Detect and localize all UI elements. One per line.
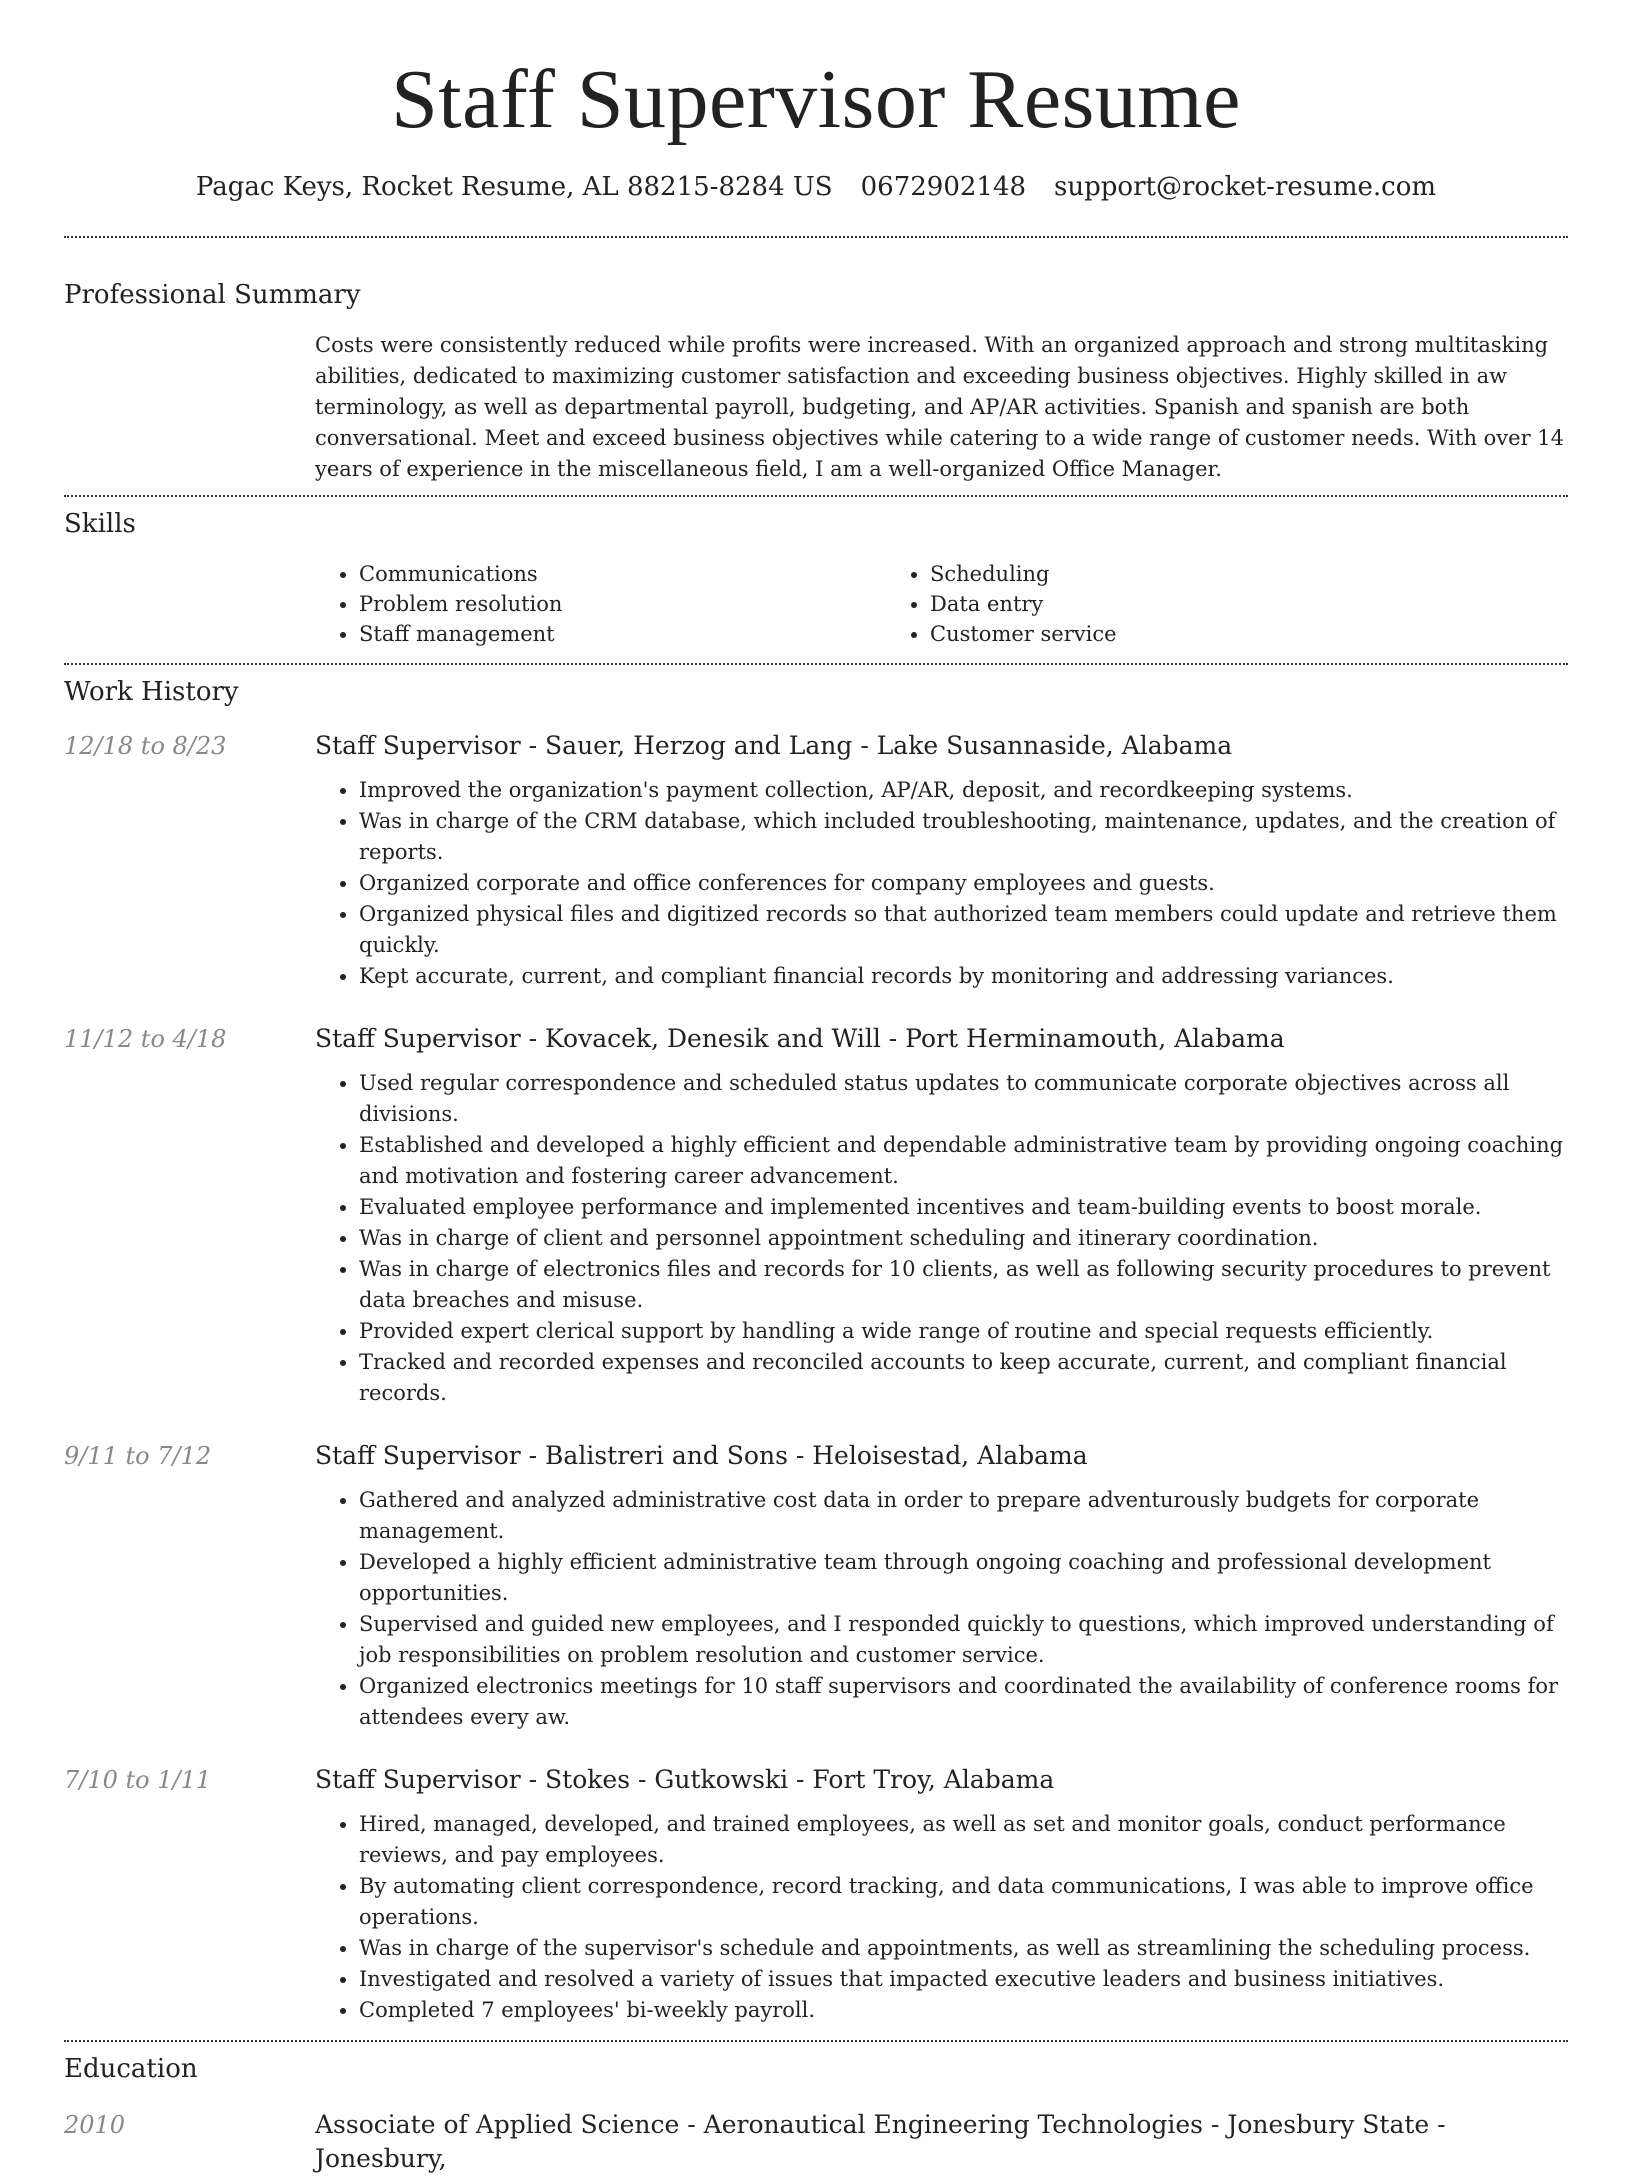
duty-item: • Was in charge of electronics files and records for 10 clients, as well as following security procedures to prevent data breaches and misuse. [359, 1254, 1568, 1316]
duty-item: • Was in charge of the supervisor's schedule and appointments, as well as streamlining the scheduling process. [359, 1933, 1568, 1964]
contact-email: support@rocket-resume.com [1054, 172, 1437, 202]
job-entry [64, 1022, 1568, 1409]
skill-item: • Customer service [930, 619, 1457, 649]
skill-item: • Communications [359, 559, 886, 589]
job-duties [315, 775, 1568, 992]
job-entry [64, 729, 1568, 992]
job-header [64, 729, 1568, 763]
duty-item: • Tracked and recorded expenses and reconciled accounts to keep accurate, current, and compliant financial records. [359, 1347, 1568, 1409]
summary-section [64, 238, 1568, 485]
job-title: Staff Supervisor - Stokes - Gutkowski - Fort Troy, Alabama [315, 1765, 1055, 1794]
duty-item: • Developed a highly efficient administrative team through ongoing coaching and professional development opportunities. [359, 1547, 1568, 1609]
job-duties [315, 1485, 1568, 1733]
section-title-education: Education [64, 2054, 198, 2084]
duty-item: • Supervised and guided new employees, and I responded quickly to questions, which improved understanding of job responsibilities on problem resolution and customer service. [359, 1609, 1568, 1671]
job-dates: 12/18 to 8/23 [64, 732, 227, 760]
summary-text: Costs were consistently reduced while profits were increased. With an organized approach and strong multitasking abilities, dedicated to maximizing customer satisfaction and exceeding business objectives. Highly skilled in aw terminology, as well as departmental payroll, budgeting, and AP/AR activities. Spanish and spanish are both conversational. Meet and exceed business objectives while catering to a wide range of customer needs. With over 14 years of experience in the miscellaneous field, I am a well-organized Office Manager. [315, 333, 1565, 481]
duty-item: • Gathered and analyzed administrative cost data in order to prepare adventurously budgets for corporate management. [359, 1485, 1568, 1547]
duty-item: • Organized physical files and digitized records so that authorized team members could update and retrieve them quickly. [359, 899, 1568, 961]
skills-section [64, 497, 1568, 649]
section-title-work-history: Work History [64, 677, 239, 707]
duty-item: • Evaluated employee performance and implemented incentives and team-building events to boost morale. [359, 1192, 1568, 1223]
job-duties [315, 1809, 1568, 2026]
duty-item: • Organized electronics meetings for 10 staff supervisors and coordinated the availability of conference rooms for attendees every aw. [359, 1671, 1568, 1733]
job-duties [315, 1068, 1568, 1409]
duty-item: • Was in charge of the CRM database, which included troubleshooting, maintenance, updates, and the creation of reports. [359, 806, 1568, 868]
work-history-section [64, 665, 1568, 2026]
skill-item: • Problem resolution [359, 589, 886, 619]
duty-item: • By automating client correspondence, record tracking, and data communications, I was able to improve office operations. [359, 1871, 1568, 1933]
contact-line [64, 170, 1568, 204]
duty-item: • Kept accurate, current, and compliant financial records by monitoring and addressing variances. [359, 961, 1568, 992]
skill-item: • Data entry [930, 589, 1457, 619]
duty-item: • Investigated and resolved a variety of issues that impacted executive leaders and business initiatives. [359, 1964, 1568, 1995]
education-section [64, 2042, 1568, 2176]
duty-item: • Was in charge of client and personnel appointment scheduling and itinerary coordination. [359, 1223, 1568, 1254]
duty-item: • Completed 7 employees' bi-weekly payroll. [359, 1995, 1568, 2026]
contact-phone: 0672902148 [860, 172, 1027, 202]
section-title-skills: Skills [64, 509, 136, 539]
page-title: Staff Supervisor Resume [391, 53, 1241, 146]
duty-item: • Hired, managed, developed, and trained employees, as well as set and monitor goals, conduct performance reviews, and pay employees. [359, 1809, 1568, 1871]
education-title: Associate of Applied Science - Aeronautical Engineering Technologies - Jonesbury State - Jonesbury, [315, 2110, 1446, 2173]
resume-page [64, 0, 1568, 2176]
summary-body [315, 330, 1568, 485]
duty-item: • Used regular correspondence and scheduled status updates to communicate corporate objectives across all divisions. [359, 1068, 1568, 1130]
duty-item: • Organized corporate and office conferences for company employees and guests. [359, 868, 1568, 899]
duty-item: • Provided expert clerical support by handling a wide range of routine and special requests efficiently. [359, 1316, 1568, 1347]
section-title-summary: Professional Summary [64, 280, 361, 310]
skill-item: • Staff management [359, 619, 886, 649]
education-entry [64, 2108, 1568, 2176]
job-title: Staff Supervisor - Balistreri and Sons - Heloisestad, Alabama [315, 1441, 1088, 1470]
duty-item: • Established and developed a highly efficient and dependable administrative team by providing ongoing coaching and motivation and fostering career advancement. [359, 1130, 1568, 1192]
skills-column-right [886, 559, 1457, 649]
job-title: Staff Supervisor - Kovacek, Denesik and Will - Port Herminamouth, Alabama [315, 1024, 1285, 1053]
education-date: 2010 [64, 2111, 126, 2139]
skills-list [315, 559, 1568, 649]
job-dates: 9/11 to 7/12 [64, 1442, 212, 1470]
contact-address: Pagac Keys, Rocket Resume, AL 88215-8284 US [195, 172, 833, 202]
job-header [64, 1022, 1568, 1056]
job-title: Staff Supervisor - Sauer, Herzog and Lang - Lake Susannaside, Alabama [315, 731, 1233, 760]
job-dates: 11/12 to 4/18 [64, 1025, 227, 1053]
job-entry [64, 1763, 1568, 2026]
duty-item: • Improved the organization's payment collection, AP/AR, deposit, and recordkeeping systems. [359, 775, 1568, 806]
skills-column-left [315, 559, 886, 649]
resume-header [64, 0, 1568, 204]
job-entry [64, 1439, 1568, 1733]
job-dates: 7/10 to 1/11 [64, 1766, 212, 1794]
job-header [64, 1763, 1568, 1797]
job-header [64, 1439, 1568, 1473]
skill-item: • Scheduling [930, 559, 1457, 589]
